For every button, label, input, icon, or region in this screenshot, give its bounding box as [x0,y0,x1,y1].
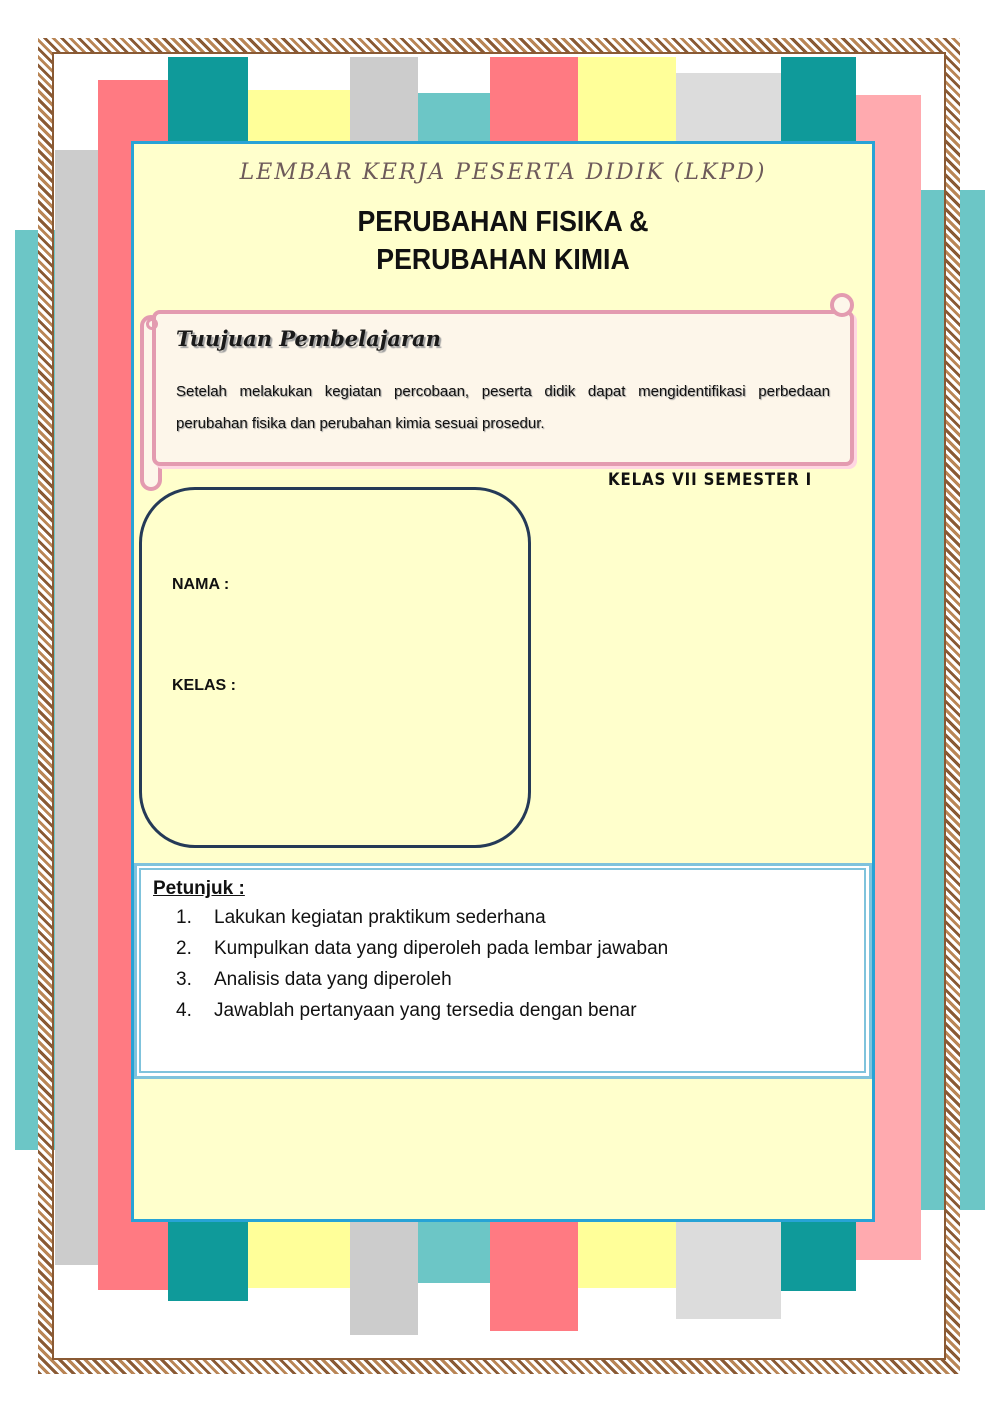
step-text: Jawablah pertanyaan yang tersedia dengan benar [214,1000,637,1021]
kelas-label: KELAS : [172,677,236,694]
petunjuk-heading: Petunjuk : [153,878,245,899]
step-number: 2. [176,938,192,959]
step-text: Lakukan kegiatan praktikum sederhana [214,907,546,928]
scroll-curl-dot [146,318,158,330]
petunjuk-steps-list [176,902,668,1026]
step-number: 4. [176,1000,192,1021]
tujuan-body: Setelah melakukan kegiatan percobaan, peserta didik dapat mengidentifikasi perbedaan perubahan fisika dan perubahan kimia sesuai prosedur. [176,383,830,432]
scroll-curl-right [830,293,854,317]
step-text: Kumpulkan data yang diperoleh pada lembar jawaban [214,938,669,959]
main-title [161,203,845,279]
petunjuk-step [176,964,668,995]
petunjuk-step [176,902,668,933]
main-title-line-1: PERUBAHAN FISIKA & [357,206,649,238]
identity-box [139,487,531,848]
step-number: 3. [176,969,192,990]
kelas-semester-label: KELAS VII SEMESTER I [608,470,813,490]
petunjuk-step [176,995,668,1026]
petunjuk-step [176,933,668,964]
step-number: 1. [176,907,192,928]
tujuan-heading: Tuujuan Pembelajaran [176,326,441,351]
step-text: Analisis data yang diperoleh [214,969,452,990]
nama-label: NAMA : [172,576,230,593]
main-title-line-2: PERUBAHAN KIMIA [376,244,630,276]
lkpd-title: LEMBAR KERJA PESERTA DIDIK (LKPD) [239,160,767,185]
